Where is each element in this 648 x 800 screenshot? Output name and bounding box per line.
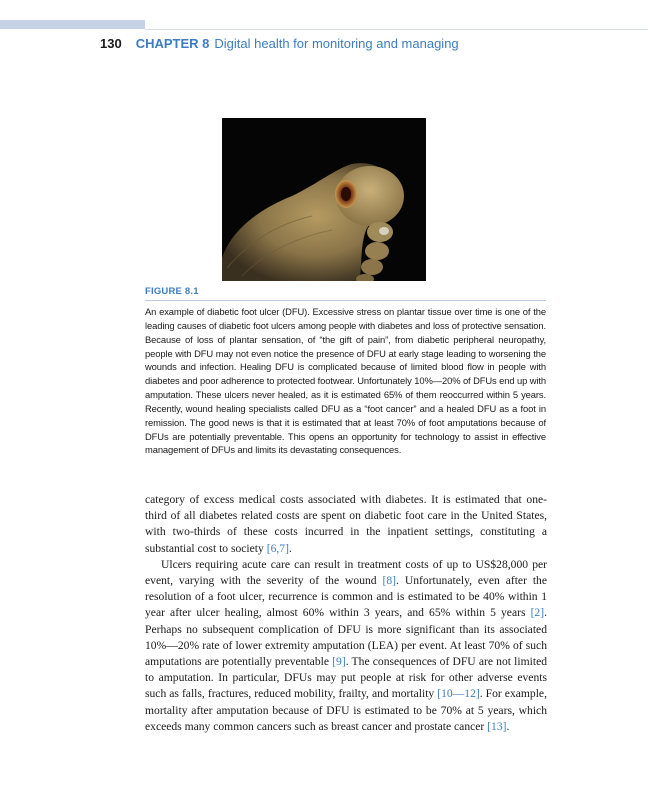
citation-link[interactable]: [6,7] <box>266 541 289 555</box>
running-header <box>100 36 600 51</box>
citation-link[interactable]: [10—12] <box>437 687 480 701</box>
header-rule <box>145 29 648 30</box>
figure-caption-text: An example of diabetic foot ulcer (DFU). Excessive stress on plantar tissue over time is one of the leading causes of diabetic foot ulcers among people with diabetes and loss of protective sensation. Because of loss of plantar sensation, of “the gift of pain”, from diabetic peripheral neuropathy, people with DFU may not even notice the presence of DFU at early stage leading to worsening the wounds and infection. Healing DFU is complicated because of limited blood flow in people with diabetes and poor adherence to protected footwear. Unfortunately 10%—20% of DFUs end up with amputation. These ulcers never healed, as it is estimated 65% of them reoccurred within 5 years. Recently, wound healing specialists called DFU as a “foot cancer” and a healed DFU as a foot in remission. The good news is that it is estimated that at least 70% of foot amputations because of DFUs are potentially preventable. This opens an opportunity for technology to assist in effective management of DFUs and limits its devastating consequences. <box>145 306 546 456</box>
body-text <box>145 492 547 735</box>
figure-photo-foot-ulcer <box>222 118 426 281</box>
header-accent-bar <box>0 20 145 29</box>
citation-link[interactable]: [13] <box>487 719 507 733</box>
page-number: 130 <box>100 36 122 51</box>
figure-label: FIGURE 8.1 <box>145 286 546 301</box>
toe-4 <box>361 259 383 275</box>
citation-link[interactable]: [2] <box>530 606 545 620</box>
paragraph-2: Ulcers requiring acute care can result in treatment costs of up to US$28,000 per event, varying with the severity of the wound [8]. Unfortunately, even after the resolution of a foot ulcer, recurrence is common and is estimated to be 40% within 1 year after ulcer healing, almost 60% within 3 years, and 65% within 5 years [2]. Perhaps no subsequent complication of DFU is more significant than its associated 10%—20% rate of lower extremity amputation (LEA) per event. At least 70% of such amputations are potentially preventable [9]. The consequences of DFU are not limited to amputation. In particular, DFUs may put people at risk for other adverse events such as falls, fractures, reduced mobility, frailty, and mortality [10—12]. For example, mortality after amputation because of DFU is estimated to be 70% at 5 years, which exceeds many common cancers such as breast cancer and prostate cancer [13]. <box>145 557 548 733</box>
chapter-label: CHAPTER 8 <box>135 36 210 51</box>
citation-link[interactable]: [8] <box>382 574 397 588</box>
toe-3 <box>365 242 389 260</box>
paragraph-1: category of excess medical costs associated with diabetes. It is estimated that one-third of all diabetes related costs are spent on diabetic foot care in the United States, with two-thirds of these costs incurred in the inpatient settings, constituting a substantial cost to society [6,7]. <box>145 493 547 555</box>
chapter-title: Digital health for monitoring and managing <box>214 36 459 51</box>
citation-link[interactable]: [9] <box>332 655 346 669</box>
figure-caption <box>145 286 546 457</box>
